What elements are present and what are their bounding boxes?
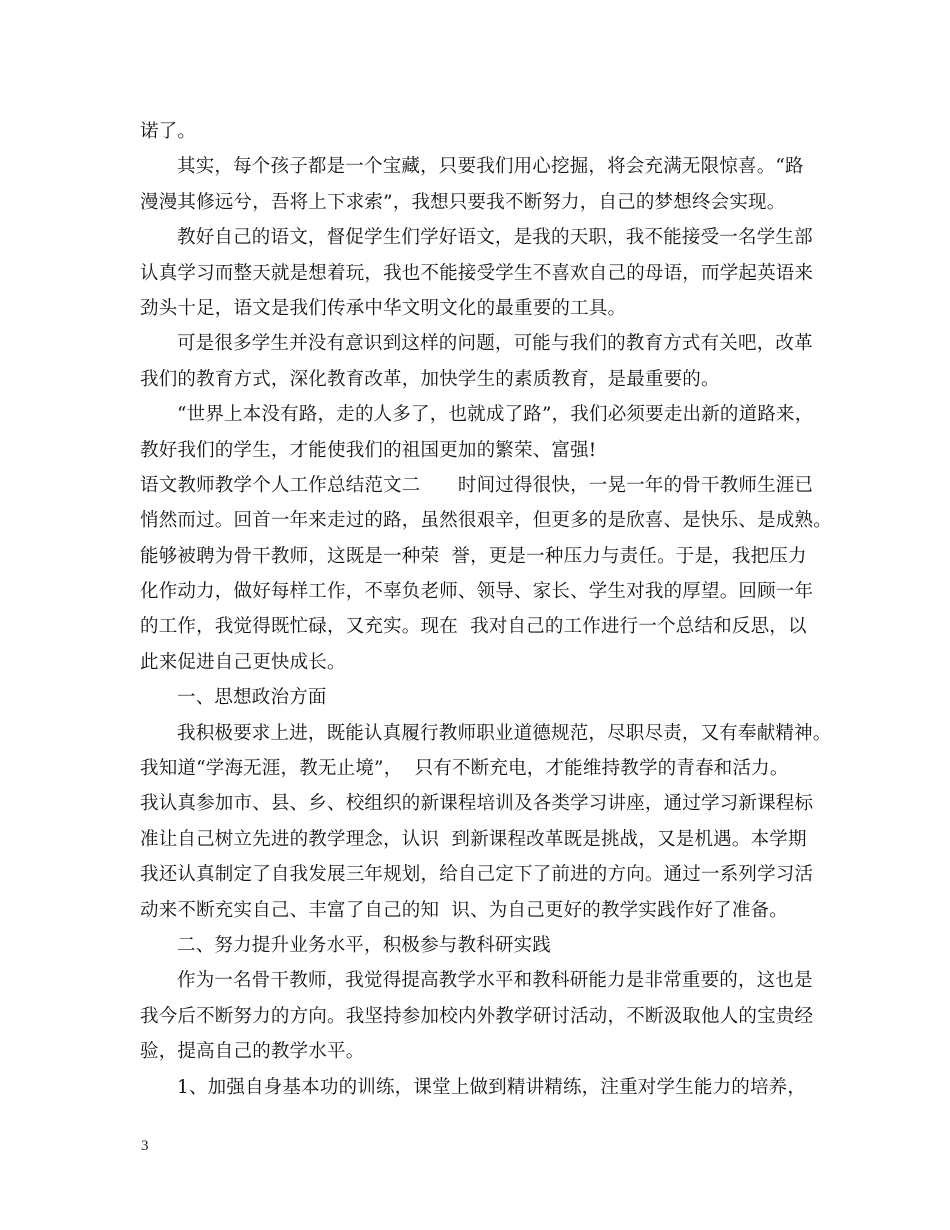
text-line: 我今后不断努力的方向。我坚持参加校内外教学研讨活动，不断汲取他人的宝贵经 — [140, 1005, 814, 1027]
text-line: 此来促进自己更快成长。 — [140, 651, 346, 673]
section-heading: 一、思想政治方面 — [177, 687, 327, 709]
text-line: 化作动力，做好每样工作，不辜负老师、领导、家长、学生对我的厚望。回顾一年 — [140, 581, 814, 603]
text-line: 教好我们的学生，才能使我们的祖国更加的繁荣、富强! — [140, 439, 597, 461]
text-line: 漫漫其修远兮，吾将上下求索”，我想只要我不断努力，自己的梦想终会实现。 — [140, 191, 786, 213]
text-line: 教好自己的语文，督促学生们学好语文，是我的天职，我不能接受一名学生部 — [177, 227, 813, 249]
text-line: 悄然而过。回首一年来走过的路，虽然很艰辛，但更多的是欣喜、是快乐、是成熟。 — [140, 510, 832, 532]
text-line: 劲头十足，语文是我们传承中华文明文化的最重要的工具。 — [140, 297, 627, 319]
text-line: 其实，每个孩子都是一个宝藏，只要我们用心挖掘，将会充满无限惊喜。“路 — [177, 156, 804, 178]
text-line: 作为一名骨干教师，我觉得提高教学水平和教科研能力是非常重要的，这也是 — [177, 970, 813, 992]
section-title-line: 语文教师教学个人工作总结范文二 时间过得很快，一晃一年的骨干教师生涯已 — [140, 474, 814, 496]
text-line: 认真学习而整天就是想着玩，我也不能接受学生不喜欢自己的母语，而学起英语来 — [140, 262, 814, 284]
text-line: 我积极要求上进，既能认真履行教师职业道德规范，尽职尽责，又有奉献精神。 — [177, 722, 832, 744]
text-line: 我们的教育方式，深化教育改革，加快学生的素质教育，是最重要的。 — [140, 368, 720, 390]
document-body — [140, 114, 832, 1105]
text-line: 验，提高自己的教学水平。 — [140, 1041, 365, 1063]
text-line: “世界上本没有路，走的人多了，也就成了路”，我们必须要走出新的道路来， — [177, 404, 814, 426]
text-line: 1、加强自身基本功的训练，课堂上做到精讲精练，注重对学生能力的培养， — [177, 1076, 807, 1098]
text-line: 可是很多学生并没有意识到这样的问题，可能与我们的教育方式有关吧，改革 — [177, 333, 813, 355]
text-line: 动来不断充实自己、丰富了自己的知 识、为自己更好的教学实践作好了准备。 — [140, 899, 788, 921]
text-line: 准让自己树立先进的教学理念，认识 到新课程改革既是挑战，又是机遇。本学期 — [140, 828, 807, 850]
section-heading: 二、努力提升业务水平，积极参与教科研实践 — [177, 934, 552, 956]
text-line: 的工作，我觉得既忙碌，又充实。现在 我对自己的工作进行一个总结和反思，以 — [140, 616, 807, 638]
page-number: 3 — [141, 1138, 149, 1154]
text-line: 我认真参加市、县、乡、校组织的新课程培训及各类学习讲座，通过学习新课程标 — [140, 793, 814, 815]
text-line: 我知道“学海无涯，教无止境”， 只有不断充电，才能维持教学的青春和活力。 — [140, 758, 789, 780]
text-line: 我还认真制定了自我发展三年规划，给自己定下了前进的方向。通过一系列学习活 — [140, 864, 814, 886]
text-line: 能够被聘为骨干教师，这既是一种荣 誉，更是一种压力与责任。于是，我把压力 — [140, 545, 807, 567]
text-line: 诺了。 — [140, 121, 197, 142]
